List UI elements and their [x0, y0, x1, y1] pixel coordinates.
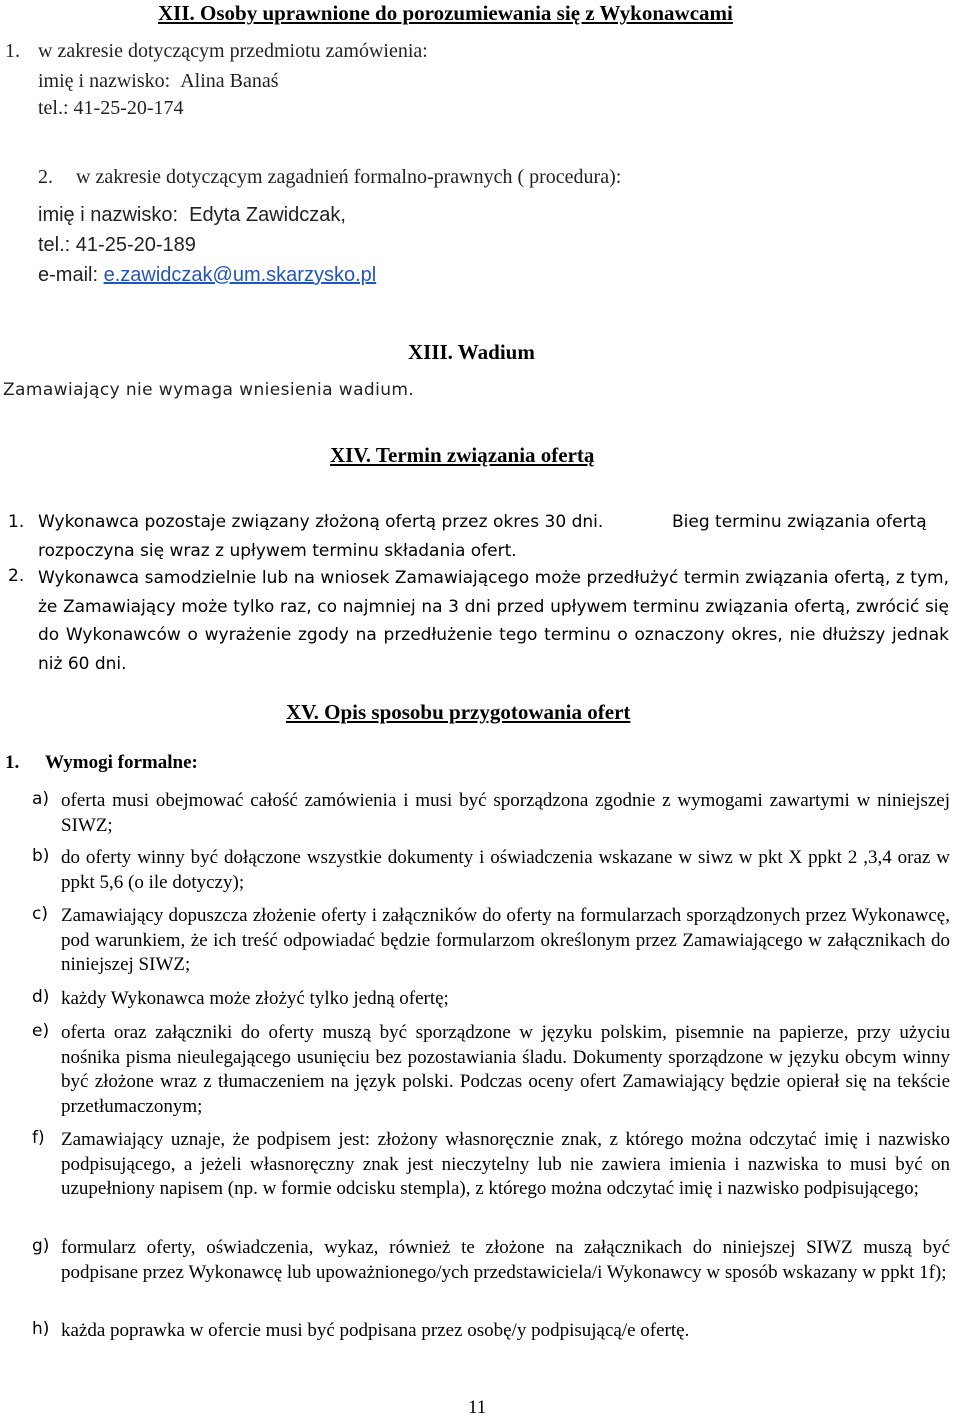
contact-1-name-line [38, 69, 279, 93]
contact-2-name-line [38, 203, 346, 227]
requirement-c-letter: c) [32, 904, 48, 924]
section-12-heading: XII. Osoby uprawnione do porozumiewania się z Wykonawcami [158, 1, 733, 25]
contact-item-1-text: w zakresie dotyczącym przedmiotu zamówienia: [38, 40, 428, 62]
binding-para-1-line1: Wykonawca pozostaje związany złożoną ofertą przez okres 30 dni. [38, 512, 604, 532]
formal-requirements-title: Wymogi formalne: [45, 752, 198, 773]
section-13-heading: XIII. Wadium [408, 340, 535, 364]
contact-item-2 [38, 165, 621, 189]
section-13-text: Zamawiający nie wymaga wniesienia wadium. [3, 380, 415, 400]
requirement-g-text: formularz oferty, oświadczenia, wykaz, również te złożone na załącznikach do niniejszej SIWZ muszą być podpisane przez Wykonawcę lub upoważnionego/ych przedstawiciela/i Wykonawcy w sposób wskazany w ppkt 1f); [61, 1237, 950, 1283]
requirement-b-letter: b) [32, 846, 50, 866]
requirement-e-text: oferta oraz załączniki do oferty muszą być sporządzone w języku polskim, pisemnie na papierze, przy użyciu nośnika pisma nieulegającego usunięciu bez pozostawiania śladu. Dokumenty sporządzone w języku obcym winny być złożone wraz z tłumaczeniem na język polski. Podczas oceny ofert Zamawiający będzie opierał się na tekście przetłumaczonym; [61, 1022, 950, 1117]
requirement-a-text: oferta musi obejmować całość zamówienia i musi być sporządzona zgodnie z wymogami zawartymi w niniejszej SIWZ; [61, 790, 950, 836]
requirement-g-letter: g) [32, 1236, 50, 1256]
formal-requirements-heading [5, 751, 198, 775]
binding-para-2-number: 2. [8, 566, 25, 586]
requirement-b-text: do oferty winny być dołączone wszystkie dokumenty i oświadczenia wskazane w siwz w pkt X ppkt 2 ,3,4 oraz w ppkt 5,6 (o ile dotyczy); [61, 847, 950, 893]
contact-1-phone: tel.: 41-25-20-174 [38, 97, 184, 119]
page-number: 11 [468, 1397, 487, 1418]
contact-1-name-label: imię i nazwisko: [38, 70, 171, 92]
section-14-heading: XIV. Termin związania ofertą [330, 443, 595, 467]
binding-para-1-number: 1. [8, 512, 25, 532]
requirement-c-text: Zamawiający dopuszcza złożenie oferty i załączników do oferty na formularzach sporządzonych przez Wykonawcę, pod warunkiem, że ich treść odpowiadać będzie formularzom określonym przez Zamawiającego w załącznikach do niniejszej SIWZ; [61, 905, 950, 975]
requirement-d-letter: d) [32, 987, 50, 1007]
requirement-d-text: każdy Wykonawca może złożyć tylko jedną ofertę; [61, 988, 449, 1009]
formal-requirements-number: 1. [5, 752, 20, 773]
requirement-f-text: Zamawiający uznaje, że podpisem jest: złożony własnoręcznie znak, z którego można odczytać imię i nazwisko podpisującego, a jeżeli własnoręczny znak jest nieczytelny lub nie zawiera imienia i nazwiska to musi być on uzupełniony napisem (np. w formie odcisku stempla), z którego można odczytać imię i nazwisko podpisującego; [61, 1129, 950, 1199]
requirement-h-letter: h) [32, 1319, 50, 1339]
contact-2-email-label: e-mail: [38, 264, 99, 286]
requirement-h-text: każda poprawka w ofercie musi być podpisana przez osobę/y podpisującą/e ofertę. [61, 1320, 690, 1341]
contact-item-2-number: 2. [38, 166, 53, 188]
requirement-f-letter: f) [32, 1128, 45, 1148]
contact-2-email-line [38, 263, 376, 287]
contact-2-name-label: imię i nazwisko: [38, 204, 179, 226]
contact-2-name: Edyta Zawidczak, [189, 204, 346, 226]
contact-item-1-number: 1. [5, 40, 20, 62]
contact-2-phone: tel.: 41-25-20-189 [38, 234, 196, 256]
contact-1-name: Alina Banaś [180, 70, 279, 92]
requirement-e-letter: e) [32, 1021, 50, 1041]
binding-para-1-line1b: Bieg terminu związania ofertą [672, 512, 927, 532]
section-15-heading: XV. Opis sposobu przygotowania ofert [286, 700, 631, 724]
contact-item-2-text: w zakresie dotyczącym zagadnień formalno-prawnych ( procedura): [76, 166, 622, 188]
requirement-a-letter: a) [32, 789, 50, 809]
binding-para-2-text: Wykonawca samodzielnie lub na wniosek Zamawiającego może przedłużyć termin związania ofertą, z tym, że Zamawiający może tylko raz, co najmniej na 3 dni przed upływem terminu związania ofertą, zwrócić się do Wykonawców o wyrażenie zgody na przedłużenie tego terminu o oznaczony okres, nie dłuższy jednak niż 60 dni. [38, 568, 949, 674]
contact-item-1 [5, 39, 428, 63]
contact-2-email-link[interactable]: e.zawidczak@um.skarzysko.pl [103, 264, 377, 286]
binding-para-1-line2: rozpoczyna się wraz z upływem terminu składania ofert. [38, 541, 517, 561]
